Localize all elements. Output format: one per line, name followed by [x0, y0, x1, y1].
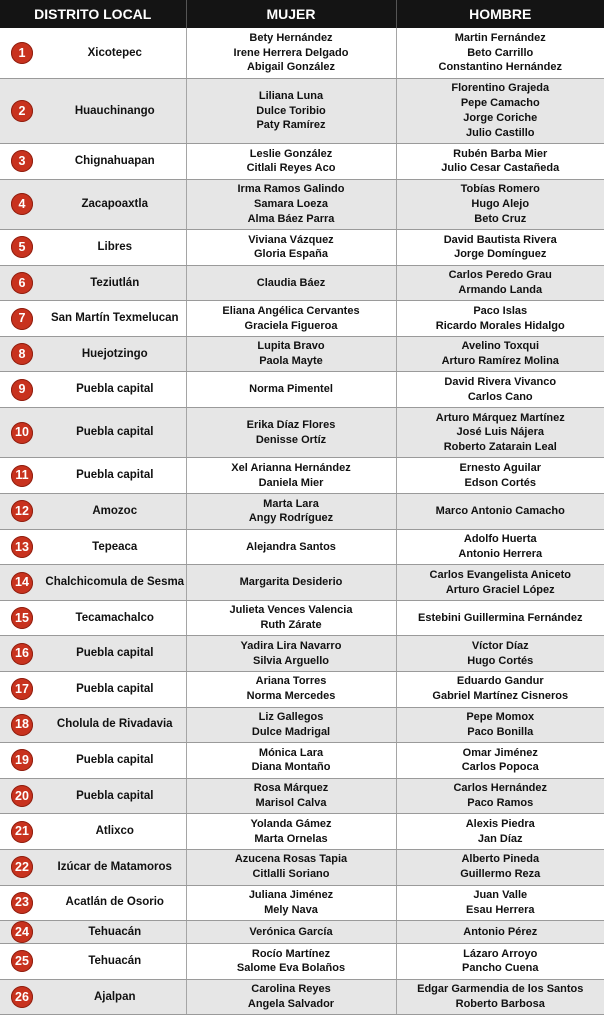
distrito-header: DISTRITO LOCAL [0, 0, 186, 28]
female-candidate-name: Yolanda Gámez [250, 817, 332, 830]
female-candidate-name: Marta Lara [263, 497, 319, 510]
hombre-cell [396, 979, 604, 1015]
district-number-cell [0, 921, 44, 944]
male-candidate-name: Ricardo Morales Hidalgo [435, 319, 565, 332]
district-number-cell [0, 849, 44, 885]
male-candidate-name: Julio Castillo [466, 126, 535, 139]
district-number-cell [0, 408, 44, 458]
mujer-cell [186, 529, 396, 565]
female-candidate-name: Irene Herrera Delgado [233, 46, 349, 59]
district-number-cell [0, 778, 44, 814]
table-row [0, 849, 604, 885]
hombre-cell [396, 28, 604, 78]
mujer-cell [186, 636, 396, 672]
table-body [0, 28, 604, 1015]
male-candidate-name: Julio Cesar Castañeda [441, 162, 560, 175]
female-candidate-name: Bety Hernández [249, 31, 333, 44]
female-candidate-name: Alma Báez Parra [247, 212, 335, 225]
female-candidate-name: Silvia Arguello [252, 654, 329, 667]
district-number-badge: 9 [11, 379, 33, 401]
district-name: Atlixco [44, 814, 186, 850]
district-name: Chignahuapan [44, 144, 186, 180]
mujer-cell [186, 458, 396, 494]
hombre-cell [396, 458, 604, 494]
female-candidate-name: Diana Montaño [251, 761, 331, 774]
hombre-cell [396, 707, 604, 743]
male-candidate-name: Pepe Momox [466, 711, 535, 724]
female-candidate-name: Eliana Angélica Cervantes [222, 304, 360, 317]
mujer-cell [186, 179, 396, 229]
male-candidate-name: Antonio Herrera [458, 547, 543, 560]
mujer-cell [186, 707, 396, 743]
female-candidate-name: Angy Rodríguez [248, 512, 334, 525]
table-row [0, 265, 604, 301]
table-row [0, 301, 604, 337]
male-candidate-name: Martin Fernández [454, 31, 546, 44]
female-candidate-name: Ruth Zárate [260, 619, 322, 632]
district-name: Puebla capital [44, 408, 186, 458]
female-candidate-name: Alejandra Santos [246, 540, 336, 553]
mujer-cell [186, 265, 396, 301]
district-number-badge: 12 [11, 500, 33, 522]
hombre-cell [396, 301, 604, 337]
hombre-cell [396, 849, 604, 885]
female-candidate-name: Gloria España [254, 248, 328, 261]
female-candidate-name: Liz Gallegos [258, 711, 324, 724]
female-candidate-name: Graciela Figueroa [244, 319, 338, 332]
district-number-cell [0, 28, 44, 78]
male-candidate-name: Beto Cruz [474, 212, 527, 225]
district-number-cell [0, 885, 44, 921]
district-number-badge: 5 [11, 236, 33, 258]
male-candidate-name: Pepe Camacho [460, 97, 540, 110]
mujer-cell [186, 743, 396, 779]
hombre-cell [396, 336, 604, 372]
male-candidate-name: Paco Bonilla [467, 725, 534, 738]
male-candidate-name: Gabriel Martínez Cisneros [432, 690, 569, 703]
female-candidate-name: Mónica Lara [258, 746, 324, 759]
male-candidate-name: Hugo Alejo [471, 197, 530, 210]
district-name: Huauchinango [44, 78, 186, 143]
male-candidate-name: Alexis Piedra [465, 817, 535, 830]
district-number-cell [0, 600, 44, 636]
female-candidate-name: Ariana Torres [255, 675, 327, 688]
hombre-cell [396, 78, 604, 143]
female-candidate-name: Liliana Luna [258, 89, 324, 102]
district-number-badge: 16 [11, 643, 33, 665]
female-candidate-name: Erika Díaz Flores [246, 418, 336, 431]
mujer-cell [186, 565, 396, 601]
district-number-badge: 17 [11, 678, 33, 700]
female-candidate-name: Marta Ornelas [254, 832, 328, 845]
female-candidate-name: Norma Pimentel [249, 383, 333, 396]
male-candidate-name: Florentino Grajeda [451, 82, 550, 95]
male-candidate-name: Guillermo Reza [460, 868, 541, 881]
male-candidate-name: David Bautista Rivera [443, 233, 557, 246]
table-row [0, 671, 604, 707]
district-number-badge: 23 [11, 892, 33, 914]
hombre-header: HOMBRE [396, 0, 604, 28]
male-candidate-name: Edson Cortés [464, 476, 536, 489]
mujer-cell [186, 671, 396, 707]
district-name: Puebla capital [44, 458, 186, 494]
male-candidate-name: Avelino Toxqui [461, 340, 540, 353]
male-candidate-name: Esau Herrera [466, 903, 535, 916]
table-row [0, 28, 604, 78]
hombre-cell [396, 408, 604, 458]
hombre-cell [396, 636, 604, 672]
district-number-badge: 13 [11, 536, 33, 558]
female-candidate-name: Verónica García [249, 925, 333, 938]
district-name: Acatlán de Osorio [44, 885, 186, 921]
female-candidate-name: Citlali Reyes Aco [246, 162, 336, 175]
female-candidate-name: Paola Mayte [259, 355, 323, 368]
female-candidate-name: Paty Ramírez [256, 119, 326, 132]
mujer-cell [186, 301, 396, 337]
district-name: Huejotzingo [44, 336, 186, 372]
hombre-cell [396, 671, 604, 707]
male-candidate-name: Jorge Domínguez [454, 248, 547, 261]
district-name: Puebla capital [44, 671, 186, 707]
female-candidate-name: Rocío Martínez [251, 947, 331, 960]
mujer-cell [186, 494, 396, 530]
district-number-cell [0, 372, 44, 408]
table-header-row [0, 0, 604, 28]
male-candidate-name: Carlos Evangelista Aniceto [429, 568, 571, 581]
district-name: Puebla capital [44, 636, 186, 672]
district-number-cell [0, 671, 44, 707]
female-candidate-name: Lupita Bravo [257, 340, 325, 353]
district-name: Tepeaca [44, 529, 186, 565]
male-candidate-name: Roberto Barbosa [455, 998, 545, 1011]
district-number-cell [0, 979, 44, 1015]
female-candidate-name: Samara Loeza [254, 197, 328, 210]
district-number-cell [0, 814, 44, 850]
district-number-badge: 24 [11, 921, 33, 943]
table-row [0, 372, 604, 408]
female-candidate-name: Daniela Mier [258, 476, 324, 489]
hombre-cell [396, 179, 604, 229]
female-candidate-name: Yadira Lira Navarro [240, 639, 342, 652]
district-number-badge: 21 [11, 821, 33, 843]
hombre-cell [396, 814, 604, 850]
district-number-badge: 1 [11, 42, 33, 64]
female-candidate-name: Leslie González [249, 147, 333, 160]
district-number-badge: 26 [11, 986, 33, 1008]
district-number-badge: 8 [11, 343, 33, 365]
district-number-cell [0, 179, 44, 229]
female-candidate-name: Xel Arianna Hernández [231, 461, 351, 474]
mujer-cell [186, 336, 396, 372]
hombre-cell [396, 778, 604, 814]
table-row [0, 529, 604, 565]
mujer-cell [186, 600, 396, 636]
male-candidate-name: Tobías Romero [460, 183, 540, 196]
district-name: Ajalpan [44, 979, 186, 1015]
hombre-cell [396, 265, 604, 301]
male-candidate-name: Rubén Barba Mier [453, 147, 548, 160]
district-number-cell [0, 494, 44, 530]
district-number-badge: 25 [11, 950, 33, 972]
table-row [0, 636, 604, 672]
male-candidate-name: Pancho Cuena [462, 962, 539, 975]
table-row [0, 144, 604, 180]
table-row [0, 230, 604, 266]
male-candidate-name: Marco Antonio Camacho [435, 504, 565, 517]
hombre-cell [396, 230, 604, 266]
hombre-cell [396, 565, 604, 601]
female-candidate-name: Dulce Toribio [256, 104, 326, 117]
district-number-badge: 10 [11, 422, 33, 444]
male-candidate-name: Jan Díaz [477, 832, 523, 845]
table-row [0, 707, 604, 743]
district-number-badge: 18 [11, 714, 33, 736]
male-candidate-name: Paco Islas [473, 304, 528, 317]
table-row [0, 565, 604, 601]
male-candidate-name: Paco Ramos [467, 797, 534, 810]
hombre-cell [396, 743, 604, 779]
hombre-cell [396, 144, 604, 180]
district-number-cell [0, 265, 44, 301]
female-candidate-name: Angela Salvador [247, 998, 335, 1011]
district-number-badge: 19 [11, 749, 33, 771]
district-number-badge: 7 [11, 308, 33, 330]
table-row [0, 179, 604, 229]
district-number-cell [0, 565, 44, 601]
female-candidate-name: Viviana Vázquez [248, 233, 334, 246]
male-candidate-name: Edgar Garmendia de los Santos [417, 983, 584, 996]
female-candidate-name: Irma Ramos Galindo [237, 183, 345, 196]
district-number-cell [0, 707, 44, 743]
district-name: Chalchicomula de Sesma [44, 565, 186, 601]
hombre-cell [396, 600, 604, 636]
female-candidate-name: Mely Nava [264, 903, 318, 916]
district-number-cell [0, 743, 44, 779]
district-number-cell [0, 944, 44, 980]
male-candidate-name: David Rivera Vivanco [444, 375, 557, 388]
table-row [0, 408, 604, 458]
table-row [0, 979, 604, 1015]
male-candidate-name: Juan Valle [473, 889, 528, 902]
mujer-cell [186, 28, 396, 78]
district-number-cell [0, 301, 44, 337]
female-candidate-name: Dulce Madrigal [251, 725, 331, 738]
district-name: Cholula de Rivadavia [44, 707, 186, 743]
mujer-cell [186, 778, 396, 814]
female-candidate-name: Rosa Márquez [253, 782, 329, 795]
female-candidate-name: Julieta Vences Valencia [229, 604, 353, 617]
district-name: Xicotepec [44, 28, 186, 78]
male-candidate-name: Jorge Coriche [463, 111, 538, 124]
male-candidate-name: Beto Carrillo [467, 46, 534, 59]
district-name: Puebla capital [44, 372, 186, 408]
district-number-badge: 6 [11, 272, 33, 294]
district-number-cell [0, 529, 44, 565]
female-candidate-name: Denisse Ortíz [255, 433, 327, 446]
female-candidate-name: Carolina Reyes [251, 983, 331, 996]
district-name: Izúcar de Matamoros [44, 849, 186, 885]
male-candidate-name: Carlos Popoca [461, 761, 539, 774]
male-candidate-name: Antonio Pérez [463, 925, 538, 938]
district-number-badge: 14 [11, 572, 33, 594]
table-row [0, 885, 604, 921]
district-number-cell [0, 458, 44, 494]
hombre-cell [396, 372, 604, 408]
table-row [0, 743, 604, 779]
male-candidate-name: Víctor Díaz [471, 639, 529, 652]
table-row [0, 921, 604, 944]
female-candidate-name: Citlalli Soriano [252, 868, 330, 881]
district-number-badge: 4 [11, 193, 33, 215]
district-name: Puebla capital [44, 778, 186, 814]
mujer-header: MUJER [186, 0, 396, 28]
female-candidate-name: Juliana Jiménez [248, 889, 334, 902]
mujer-cell [186, 885, 396, 921]
district-number-cell [0, 144, 44, 180]
male-candidate-name: José Luis Nájera [456, 426, 544, 439]
district-number-badge: 20 [11, 785, 33, 807]
male-candidate-name: Arturo Graciel López [445, 583, 555, 596]
table-row [0, 778, 604, 814]
female-candidate-name: Abigail González [246, 61, 335, 74]
mujer-cell [186, 944, 396, 980]
table-row [0, 494, 604, 530]
mujer-cell [186, 372, 396, 408]
male-candidate-name: Roberto Zatarain Leal [443, 441, 557, 454]
female-candidate-name: Claudia Báez [256, 276, 326, 289]
district-name: Teziutlán [44, 265, 186, 301]
district-number-badge: 22 [11, 856, 33, 878]
male-candidate-name: Estebini Guillermina Fernández [418, 611, 583, 624]
table-row [0, 944, 604, 980]
district-number-cell [0, 230, 44, 266]
male-candidate-name: Eduardo Gandur [456, 675, 544, 688]
table-row [0, 814, 604, 850]
mujer-cell [186, 979, 396, 1015]
district-number-cell [0, 636, 44, 672]
district-number-badge: 2 [11, 100, 33, 122]
male-candidate-name: Arturo Ramírez Molina [441, 355, 559, 368]
district-number-cell [0, 336, 44, 372]
male-candidate-name: Ernesto Aguilar [459, 461, 541, 474]
hombre-cell [396, 494, 604, 530]
male-candidate-name: Hugo Cortés [467, 654, 534, 667]
female-candidate-name: Margarita Desiderio [239, 576, 343, 589]
district-name: Tecamachalco [44, 600, 186, 636]
male-candidate-name: Arturo Márquez Martínez [435, 411, 565, 424]
district-number-badge: 3 [11, 150, 33, 172]
mujer-cell [186, 921, 396, 944]
mujer-cell [186, 814, 396, 850]
hombre-cell [396, 944, 604, 980]
mujer-cell [186, 144, 396, 180]
male-candidate-name: Carlos Hernández [453, 782, 548, 795]
district-name: Puebla capital [44, 743, 186, 779]
table-row [0, 336, 604, 372]
male-candidate-name: Constantino Hernández [438, 61, 562, 74]
table-row [0, 600, 604, 636]
district-number-cell [0, 78, 44, 143]
hombre-cell [396, 529, 604, 565]
district-name: Zacapoaxtla [44, 179, 186, 229]
hombre-cell [396, 885, 604, 921]
mujer-cell [186, 849, 396, 885]
male-candidate-name: Alberto Pineda [461, 853, 540, 866]
female-candidate-name: Norma Mercedes [246, 690, 336, 703]
male-candidate-name: Carlos Peredo Grau [448, 269, 552, 282]
female-candidate-name: Salome Eva Bolaños [236, 962, 346, 975]
female-candidate-name: Azucena Rosas Tapia [234, 853, 348, 866]
district-number-badge: 15 [11, 607, 33, 629]
district-name: Libres [44, 230, 186, 266]
mujer-cell [186, 230, 396, 266]
male-candidate-name: Lázaro Arroyo [463, 947, 538, 960]
district-number-badge: 11 [11, 465, 33, 487]
table-row [0, 78, 604, 143]
district-name: San Martín Texmelucan [44, 301, 186, 337]
hombre-cell [396, 921, 604, 944]
mujer-cell [186, 78, 396, 143]
male-candidate-name: Omar Jiménez [462, 746, 538, 759]
female-candidate-name: Marisol Calva [255, 797, 327, 810]
mujer-cell [186, 408, 396, 458]
district-name: Tehuacán [44, 921, 186, 944]
male-candidate-name: Armando Landa [458, 283, 543, 296]
male-candidate-name: Adolfo Huerta [463, 533, 537, 546]
table-row [0, 458, 604, 494]
district-name: Tehuacán [44, 944, 186, 980]
male-candidate-name: Carlos Cano [467, 390, 533, 403]
district-name: Amozoc [44, 494, 186, 530]
